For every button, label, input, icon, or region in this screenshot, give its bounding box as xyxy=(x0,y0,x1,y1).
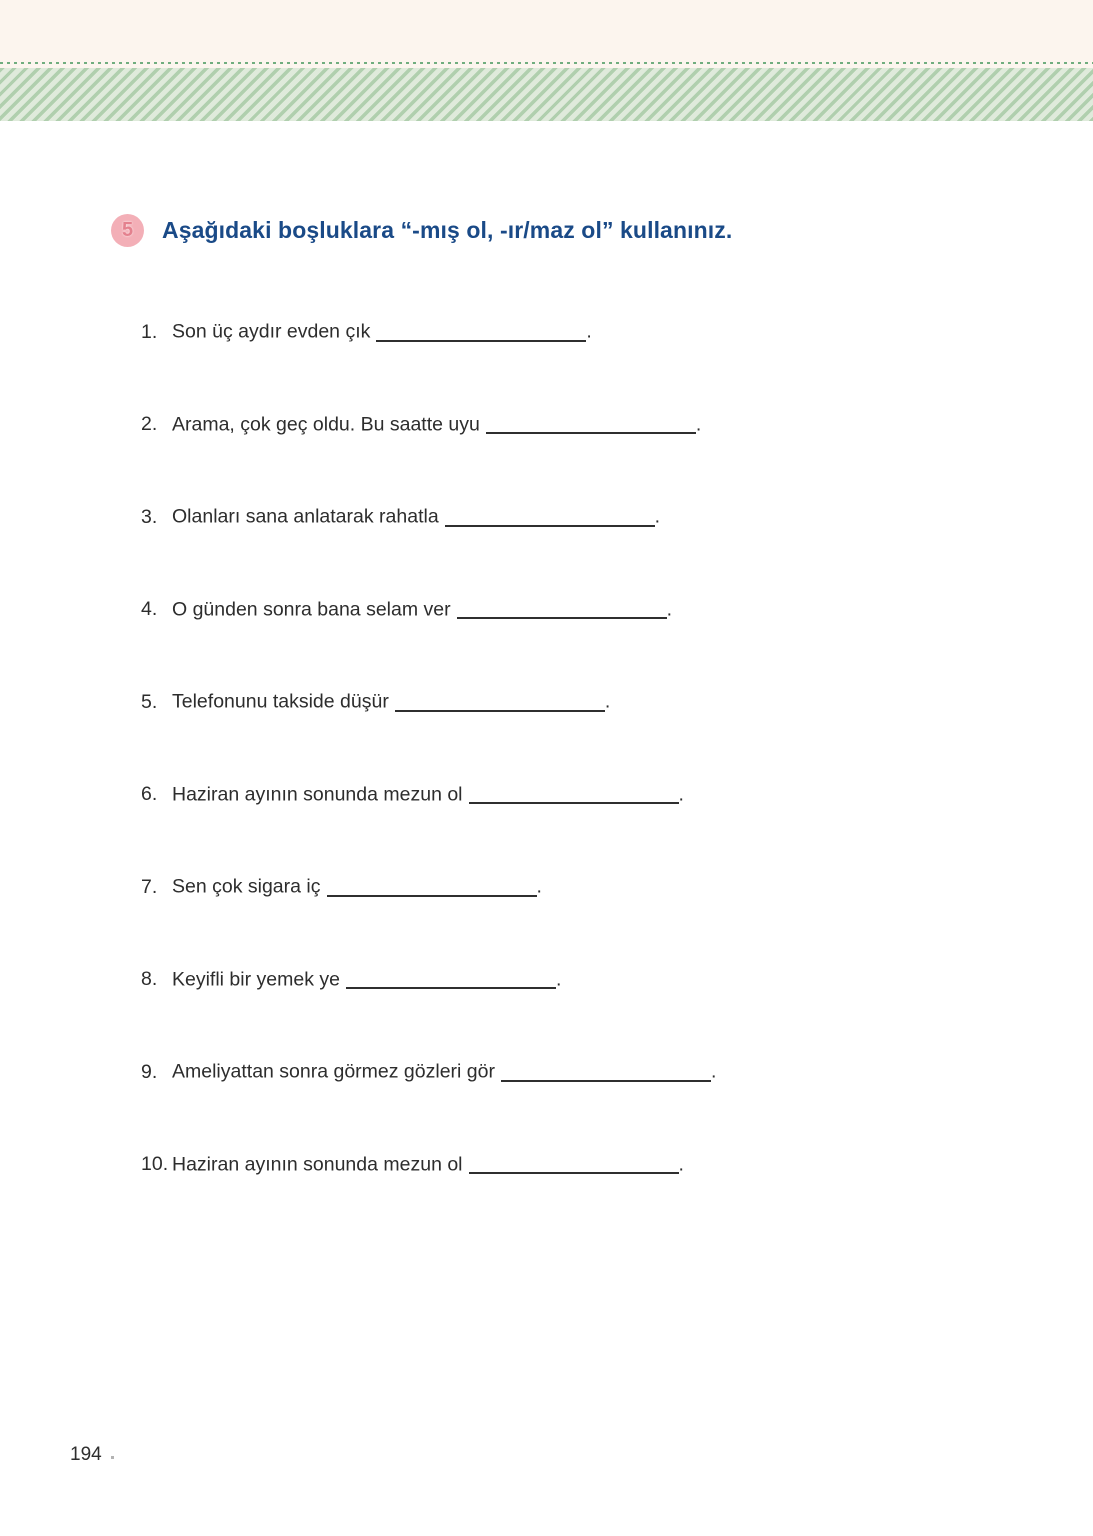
striped-band xyxy=(0,68,1093,121)
item-text: Sen çok sigara iç xyxy=(172,875,321,898)
page-number-dot xyxy=(111,1456,114,1459)
item-number: 5. xyxy=(141,690,158,713)
item-text: Telefonunu takside düşür xyxy=(172,690,389,713)
exercise-item xyxy=(141,503,901,530)
answer-blank xyxy=(445,507,655,527)
item-number: 7. xyxy=(141,875,158,898)
item-text: Ameliyattan sonra görmez gözleri gör xyxy=(172,1060,495,1083)
dotted-separator xyxy=(0,62,1093,64)
exercise-list xyxy=(141,318,901,1243)
item-number: 6. xyxy=(141,783,158,805)
item-text: Keyifli bir yemek ye xyxy=(172,968,340,990)
exercise-item xyxy=(141,688,901,715)
item-number: 9. xyxy=(141,1060,158,1083)
item-period: . xyxy=(586,320,592,343)
item-period: . xyxy=(678,783,684,805)
answer-blank xyxy=(346,970,556,990)
item-period: . xyxy=(710,1060,717,1083)
item-number: 4. xyxy=(141,598,158,620)
exercise-item xyxy=(141,781,901,808)
answer-blank xyxy=(469,1155,679,1175)
item-period: . xyxy=(555,968,562,990)
exercise-item xyxy=(141,966,901,993)
item-text: Arama, çok geç oldu. Bu saatte uyu xyxy=(172,413,480,435)
item-number: 8. xyxy=(141,968,158,990)
item-period: . xyxy=(695,413,702,435)
page-footer xyxy=(70,1444,114,1466)
exercise-item xyxy=(141,1151,901,1178)
answer-blank xyxy=(327,877,537,897)
item-text: Haziran ayının sonunda mezun ol xyxy=(172,783,463,805)
exercise-item xyxy=(141,411,901,438)
item-period: . xyxy=(654,505,661,528)
item-number: 10. xyxy=(141,1153,169,1175)
answer-blank xyxy=(486,415,696,435)
item-text: Olanları sana anlatarak rahatla xyxy=(172,505,439,528)
answer-blank xyxy=(469,785,679,805)
answer-blank xyxy=(395,692,605,712)
item-period: . xyxy=(536,875,542,898)
exercise-title: Aşağıdaki boşluklara “-mış ol, -ır/maz ol” kullanınız. xyxy=(162,217,733,243)
answer-blank xyxy=(376,322,586,342)
exercise-number-badge: 5 xyxy=(111,214,144,247)
item-number: 2. xyxy=(141,413,158,435)
exercise-header xyxy=(111,214,732,247)
top-cream-band xyxy=(0,0,1093,68)
item-number: 3. xyxy=(141,505,158,528)
item-period: . xyxy=(604,690,611,713)
item-period: . xyxy=(666,598,673,620)
exercise-item xyxy=(141,318,901,345)
page-number: 194 xyxy=(70,1444,102,1465)
item-period: . xyxy=(678,1153,684,1175)
exercise-item xyxy=(141,873,901,900)
exercise-item xyxy=(141,596,901,623)
answer-blank xyxy=(457,600,667,620)
item-text: Haziran ayının sonunda mezun ol xyxy=(172,1153,463,1175)
item-number: 1. xyxy=(141,320,158,343)
answer-blank xyxy=(501,1062,711,1082)
item-text: Son üç aydır evden çık xyxy=(172,320,371,343)
item-text: O günden sonra bana selam ver xyxy=(172,598,451,620)
exercise-item xyxy=(141,1058,901,1085)
